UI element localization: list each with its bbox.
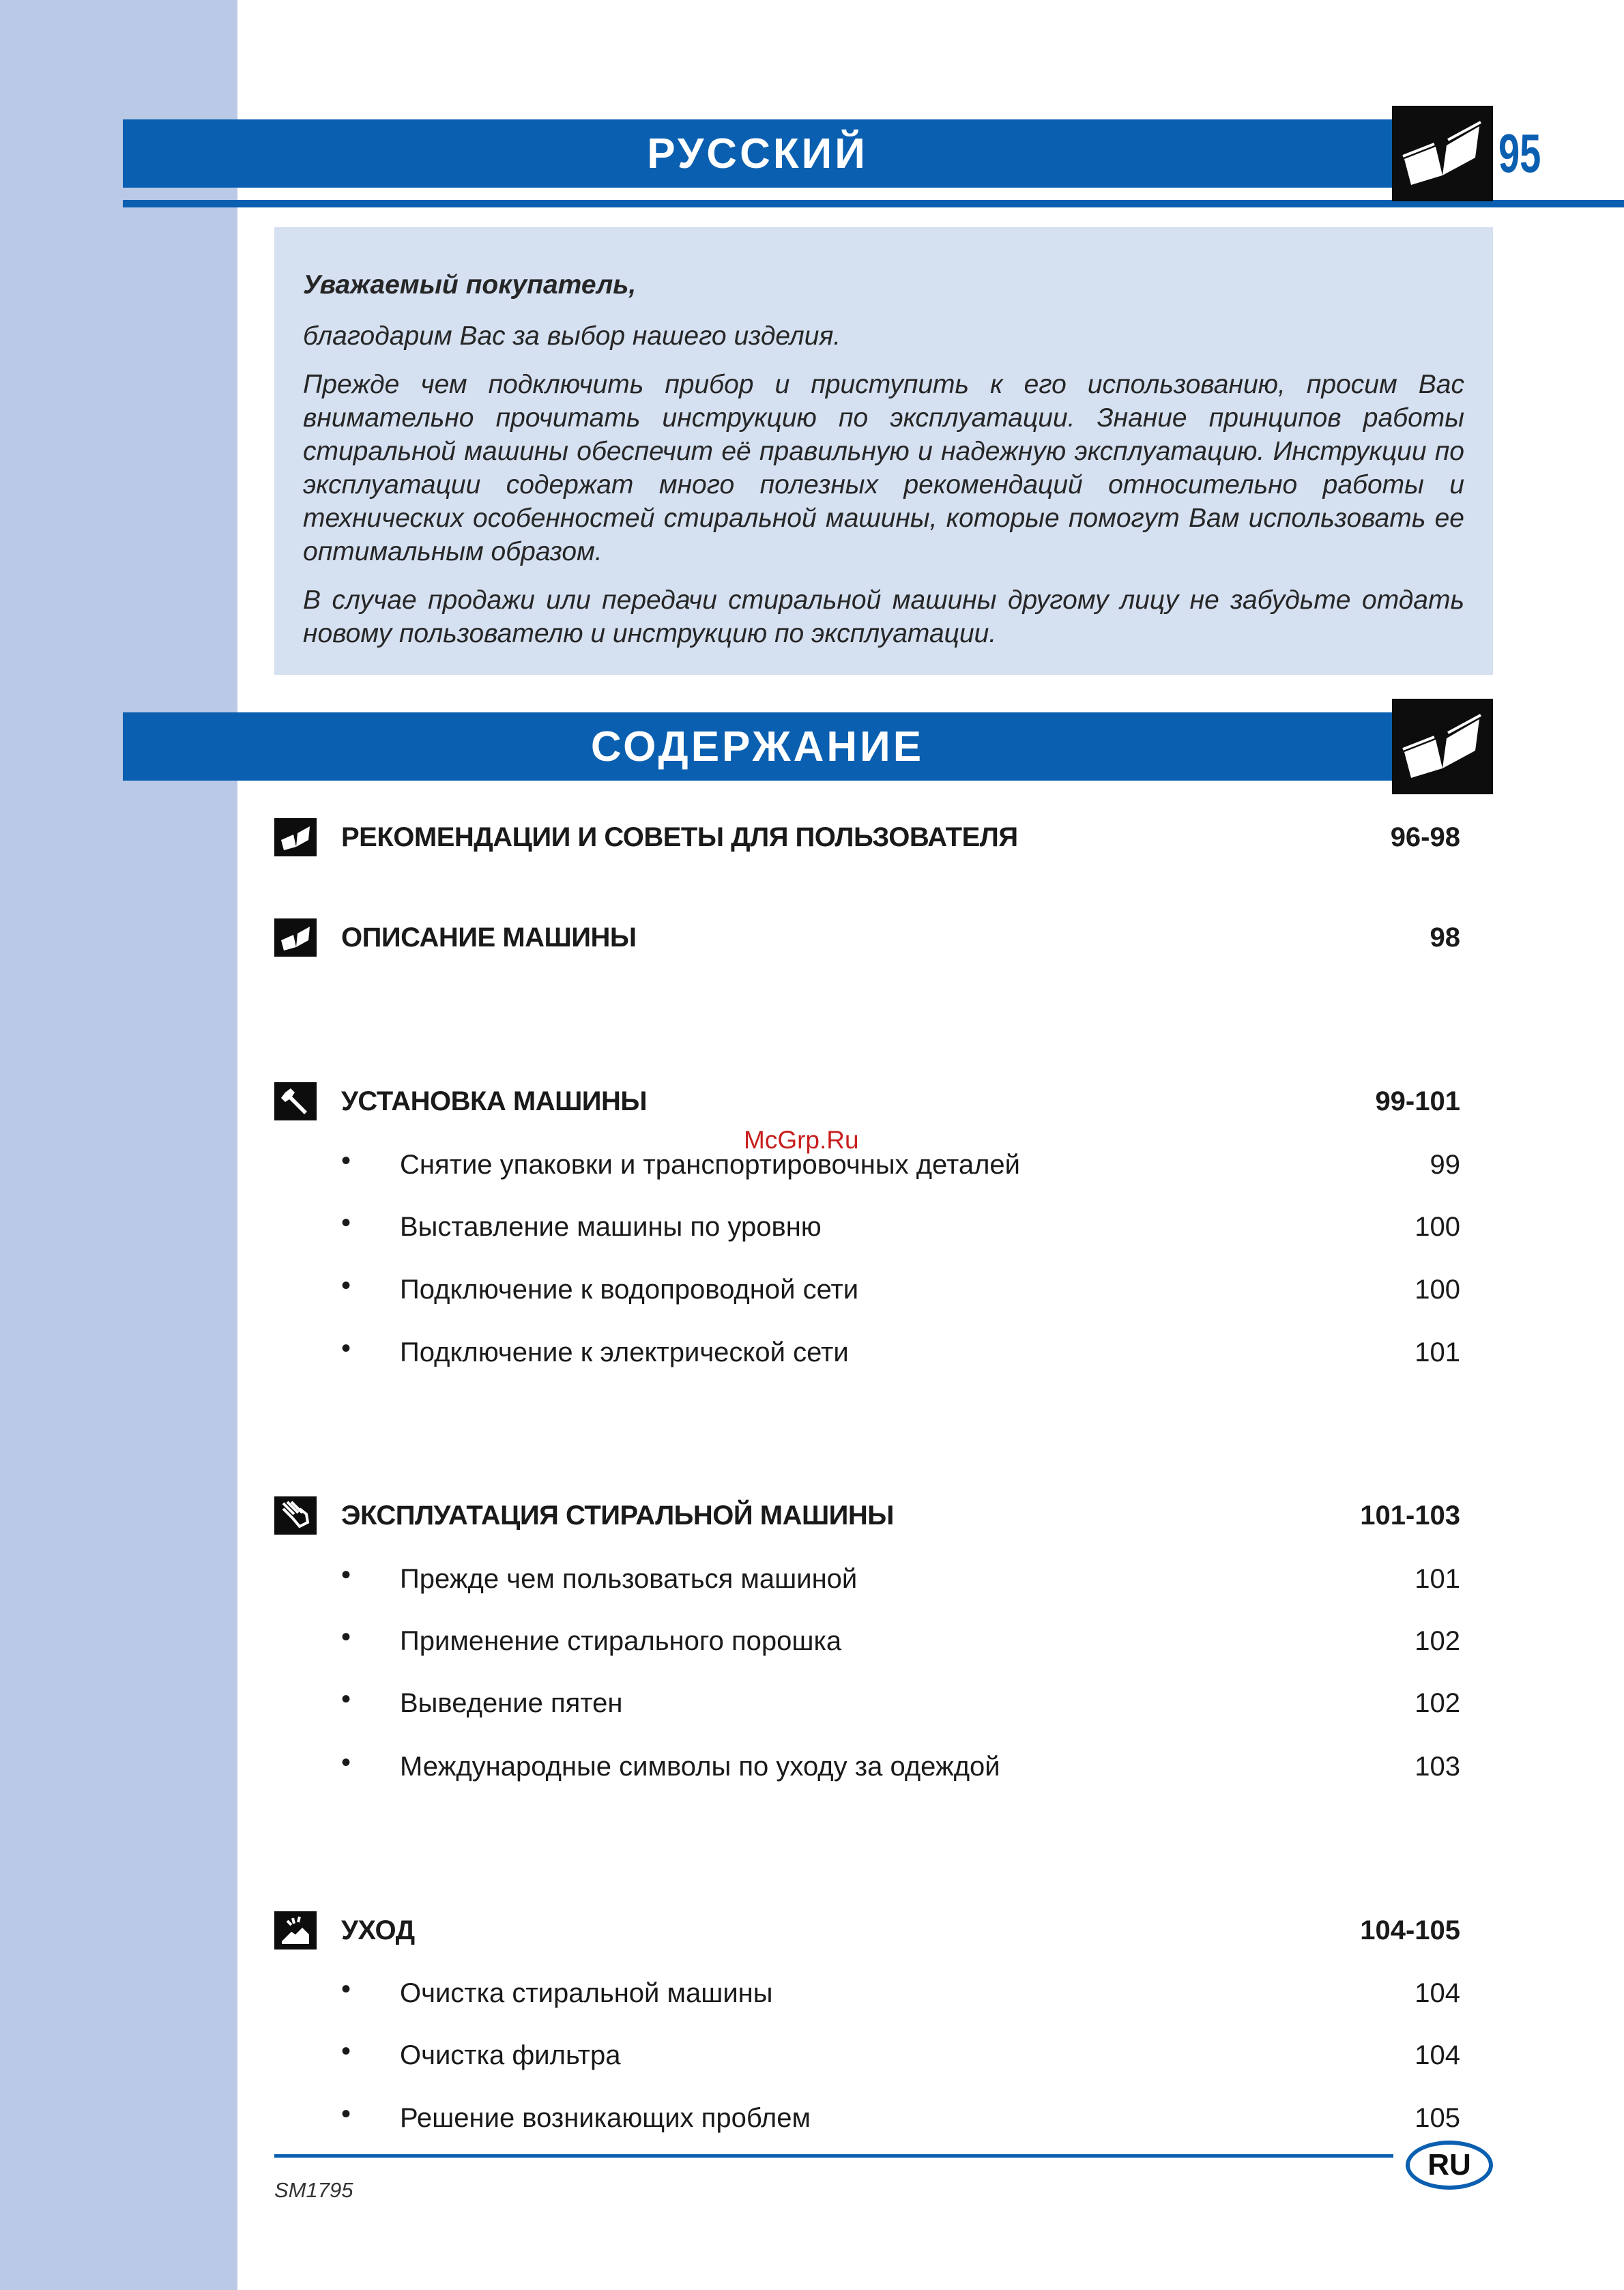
- toc-item-page: 101: [1415, 1337, 1460, 1367]
- toc-section-installation[interactable]: [273, 1082, 1460, 1123]
- toc-item[interactable]: [273, 1333, 1460, 1372]
- bullet: •: [341, 1622, 351, 1652]
- language-header-band: [123, 119, 1392, 188]
- book-icon: [274, 918, 317, 957]
- intro-paragraph: В случае продажи или передачи стиральной машины другому лицу не забудьте отдать новому пользователю и инструкцию по эксплуатации.: [303, 585, 1464, 648]
- toc-item-title: Международные символы по уходу за одеждой: [400, 1752, 1000, 1782]
- toc-item[interactable]: [273, 1684, 1460, 1722]
- toc-item-title: Снятие упаковки и транспортировочных деталей: [400, 1150, 1021, 1180]
- bullet: •: [341, 2036, 351, 2066]
- toc-item-page: 104: [1415, 2040, 1460, 2070]
- toc-item[interactable]: [273, 1622, 1460, 1660]
- toc-item-page: 102: [1415, 1626, 1460, 1656]
- left-margin-strip: [0, 0, 237, 2290]
- footer-rule: [274, 2154, 1393, 2158]
- toc-section-title: РЕКОМЕНДАЦИИ И СОВЕТЫ ДЛЯ ПОЛЬЗОВАТЕЛЯ: [341, 822, 1018, 852]
- bullet: •: [341, 1748, 351, 1778]
- toc-section-description[interactable]: [273, 918, 1460, 959]
- toc-item[interactable]: [273, 1560, 1460, 1598]
- toc-item-page: 104: [1415, 1978, 1460, 2008]
- toc-section-title: ОПИСАНИЕ МАШИНЫ: [341, 923, 637, 953]
- toc-section-operation[interactable]: [273, 1496, 1460, 1537]
- contents-title: СОДЕРЖАНИЕ: [590, 723, 925, 770]
- intro-box: [274, 227, 1493, 675]
- toc-item-page: 100: [1415, 1275, 1460, 1305]
- model-code: SM1795: [274, 2178, 353, 2202]
- bullet: •: [341, 1146, 351, 1176]
- language-badge: [1406, 2141, 1493, 2190]
- toc-item[interactable]: [273, 2036, 1460, 2074]
- toc-item-title: Подключение к электрической сети: [400, 1337, 849, 1367]
- language-code: RU: [1427, 2148, 1471, 2182]
- book-icon: [1392, 699, 1493, 794]
- toc-section-recommendations[interactable]: [273, 818, 1460, 859]
- toc-section-title: ЭКСПЛУАТАЦИЯ СТИРАЛЬНОЙ МАШИНЫ: [341, 1501, 894, 1531]
- toc-item-title: Выведение пятен: [400, 1688, 623, 1718]
- bullet: •: [341, 1333, 351, 1363]
- toc-section-pages: 104-105: [1360, 1915, 1460, 1945]
- toc-item-title: Подключение к водопроводной сети: [400, 1275, 859, 1305]
- intro-paragraph: Прежде чем подключить прибор и приступить к его использованию, просим Вас внимательно прочитать инструкцию по эксплуатации. Знание принципов работы стиральной машины обеспечит её правильную и надежную эксплуатацию. Инструкции по эксплуатации содержат много полезных рекомендаций относительно работы и технических особенностей стиральной машины, которые помогут Вам использовать ее оптимальным образом.: [303, 370, 1464, 566]
- toc-section-pages: 101-103: [1360, 1501, 1460, 1531]
- toc-item-title: Очистка фильтра: [400, 2040, 621, 2070]
- toc-section-title: УХОД: [341, 1915, 415, 1945]
- toc-item-page: 103: [1415, 1752, 1460, 1782]
- toc-section-pages: 99-101: [1375, 1086, 1460, 1116]
- toc-item[interactable]: [273, 1974, 1460, 2012]
- toc-item-page: 102: [1415, 1688, 1460, 1718]
- toc-item-title: Решение возникающих проблем: [400, 2103, 811, 2133]
- toc-item-page: 99: [1430, 1150, 1460, 1180]
- bullet: •: [341, 1560, 351, 1590]
- toc-item-title: Прежде чем пользоваться машиной: [400, 1564, 858, 1594]
- toc-item-title: Очистка стиральной машины: [400, 1978, 773, 2008]
- contents-header-band: [123, 712, 1392, 781]
- bullet: •: [341, 1974, 351, 2004]
- toc-item[interactable]: [273, 1748, 1460, 1786]
- intro-greeting: Уважаемый покупатель,: [303, 270, 637, 300]
- toc-section-pages: 98: [1430, 923, 1460, 953]
- toc-item[interactable]: [273, 2099, 1460, 2137]
- cleaning-hand-icon: [274, 1911, 317, 1950]
- bullet: •: [341, 1684, 351, 1714]
- toc-item-page: 105: [1415, 2103, 1460, 2133]
- language-title: РУССКИЙ: [647, 130, 868, 177]
- toc-item-title: Выставление машины по уровню: [400, 1212, 822, 1242]
- toc-item-page: 101: [1415, 1564, 1460, 1594]
- toc-item-title: Применение стирального порошка: [400, 1626, 842, 1656]
- toc-item[interactable]: [273, 1208, 1460, 1246]
- toc-section-care[interactable]: [273, 1911, 1460, 1952]
- page-number: 95: [1498, 123, 1541, 184]
- book-icon: [1392, 106, 1493, 201]
- hand-icon: [274, 1496, 317, 1535]
- wrench-icon: [274, 1082, 317, 1120]
- toc-item-page: 100: [1415, 1212, 1460, 1242]
- bullet: •: [341, 2099, 351, 2129]
- book-icon: [274, 818, 317, 856]
- toc-item[interactable]: [273, 1146, 1460, 1184]
- toc-section-pages: 96-98: [1390, 822, 1460, 852]
- watermark: McGrp.Ru: [744, 1126, 859, 1154]
- intro-paragraph: благодарим Вас за выбор нашего изделия.: [303, 321, 841, 351]
- bullet: •: [341, 1208, 351, 1238]
- toc-section-title: УСТАНОВКА МАШИНЫ: [341, 1086, 648, 1116]
- toc-item[interactable]: [273, 1271, 1460, 1309]
- bullet: •: [341, 1271, 351, 1301]
